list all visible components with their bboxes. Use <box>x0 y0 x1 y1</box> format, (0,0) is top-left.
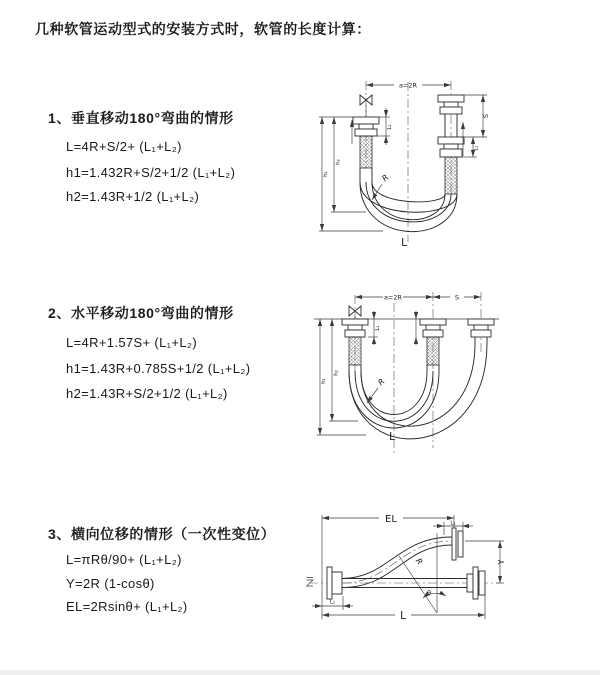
dim-label-length: L <box>401 237 407 249</box>
dim-label-radius: R <box>380 172 391 184</box>
dim-label-travel: S <box>454 293 460 302</box>
dim-label-length: L <box>389 431 395 443</box>
section-3-formula-el: EL=2Rsinθ+ (L₁+L₂) <box>66 599 188 614</box>
flange-left <box>342 319 368 365</box>
dim-label-radius: R <box>376 376 387 388</box>
page-bottom-edge <box>0 670 600 675</box>
dimension-length <box>322 595 485 622</box>
section-3-heading: 3、横向位移的情形（一次性变位） <box>48 526 276 542</box>
angle-callout <box>423 589 446 598</box>
flange-displaced <box>452 528 463 560</box>
dimension-travel <box>433 294 481 302</box>
dim-label-span: a=2R <box>383 293 403 302</box>
dimension-span <box>355 294 433 302</box>
radius-callout <box>414 557 425 567</box>
section-1-formula-length: L=4R+S/2+ (L₁+L₂) <box>66 139 182 154</box>
dim-label-h2: h₂ <box>335 159 342 165</box>
section-2-formula-h2: h2=1.43R+S/2+1/2 (L₁+L₂) <box>66 386 228 401</box>
dim-label-theta: θ <box>427 589 431 597</box>
dim-label-length: L <box>400 610 406 622</box>
dim-label-h1: h₁ <box>323 171 329 177</box>
dim-label-fitting-left: L₁ <box>375 325 381 331</box>
hose-loops <box>349 337 487 439</box>
dim-label-h2: h₂ <box>333 370 340 376</box>
braid-section <box>427 337 439 365</box>
dimension-travel <box>460 95 490 137</box>
dim-label-travel: S <box>482 113 490 119</box>
dimension-fitting-left <box>368 311 381 345</box>
section-2-heading: 2、水平移动180°弯曲的情形 <box>48 305 234 321</box>
flange-left <box>327 567 342 599</box>
page-title: 几种软管运动型式的安装方式时，软管的长度计算： <box>35 21 371 37</box>
flange-right <box>467 567 485 599</box>
diagram-horizontal-180-bend <box>306 283 568 458</box>
hose-positions <box>342 537 467 588</box>
dim-label-offset: Y <box>497 559 506 565</box>
dim-label-fitting-left: L₁ <box>387 124 393 130</box>
radius-callout <box>372 173 390 200</box>
radius-callout <box>367 377 386 403</box>
dimension-el <box>322 514 454 619</box>
dim-label-h1: h₁ <box>321 378 327 384</box>
datum-z-mark <box>307 578 314 587</box>
construction-lines <box>399 533 437 613</box>
braid-section <box>445 157 457 194</box>
dimension-fitting-left <box>376 108 393 145</box>
dimension-fitting-left <box>312 596 353 610</box>
centerlines <box>366 81 451 242</box>
dim-label-fitting-left: L₁ <box>329 599 336 606</box>
section-2-formula-h1: h1=1.43R+0.785S+1/2 (L₁+L₂) <box>66 361 251 376</box>
section-3-formula-length: L=πRθ/90+ (L₁+L₂) <box>66 552 182 567</box>
section-1-formula-h2: h2=1.43R+1/2 (L₁+L₂) <box>66 189 200 204</box>
braid-section <box>349 337 361 365</box>
flange-left <box>353 117 379 168</box>
diagram-vertical-180-bend <box>308 70 550 262</box>
braid-section <box>360 136 372 168</box>
dimension-span <box>366 82 451 90</box>
flange-right-upper <box>438 95 464 114</box>
flange-middle <box>420 319 446 365</box>
section-1-heading: 1、垂直移动180°弯曲的情形 <box>48 110 234 126</box>
dim-label-fitting-right: L₁ <box>473 145 480 151</box>
diagram-lateral-displacement <box>303 503 600 658</box>
section-1-formula-h1: h1=1.432R+S/2+1/2 (L₁+L₂) <box>66 165 236 180</box>
dim-label-fitting-top: L₁ <box>450 520 456 527</box>
section-2-formula-length: L=4R+1.57S+ (L₁+L₂) <box>66 335 198 350</box>
dim-label-span: a=2R <box>398 81 418 90</box>
dim-label-radius: R <box>413 556 425 567</box>
flange-right <box>468 319 494 337</box>
flange-right-lower <box>438 137 464 194</box>
dim-label-el: EL <box>385 514 397 525</box>
section-3-formula-offset: Y=2R (1-cosθ) <box>66 576 155 591</box>
